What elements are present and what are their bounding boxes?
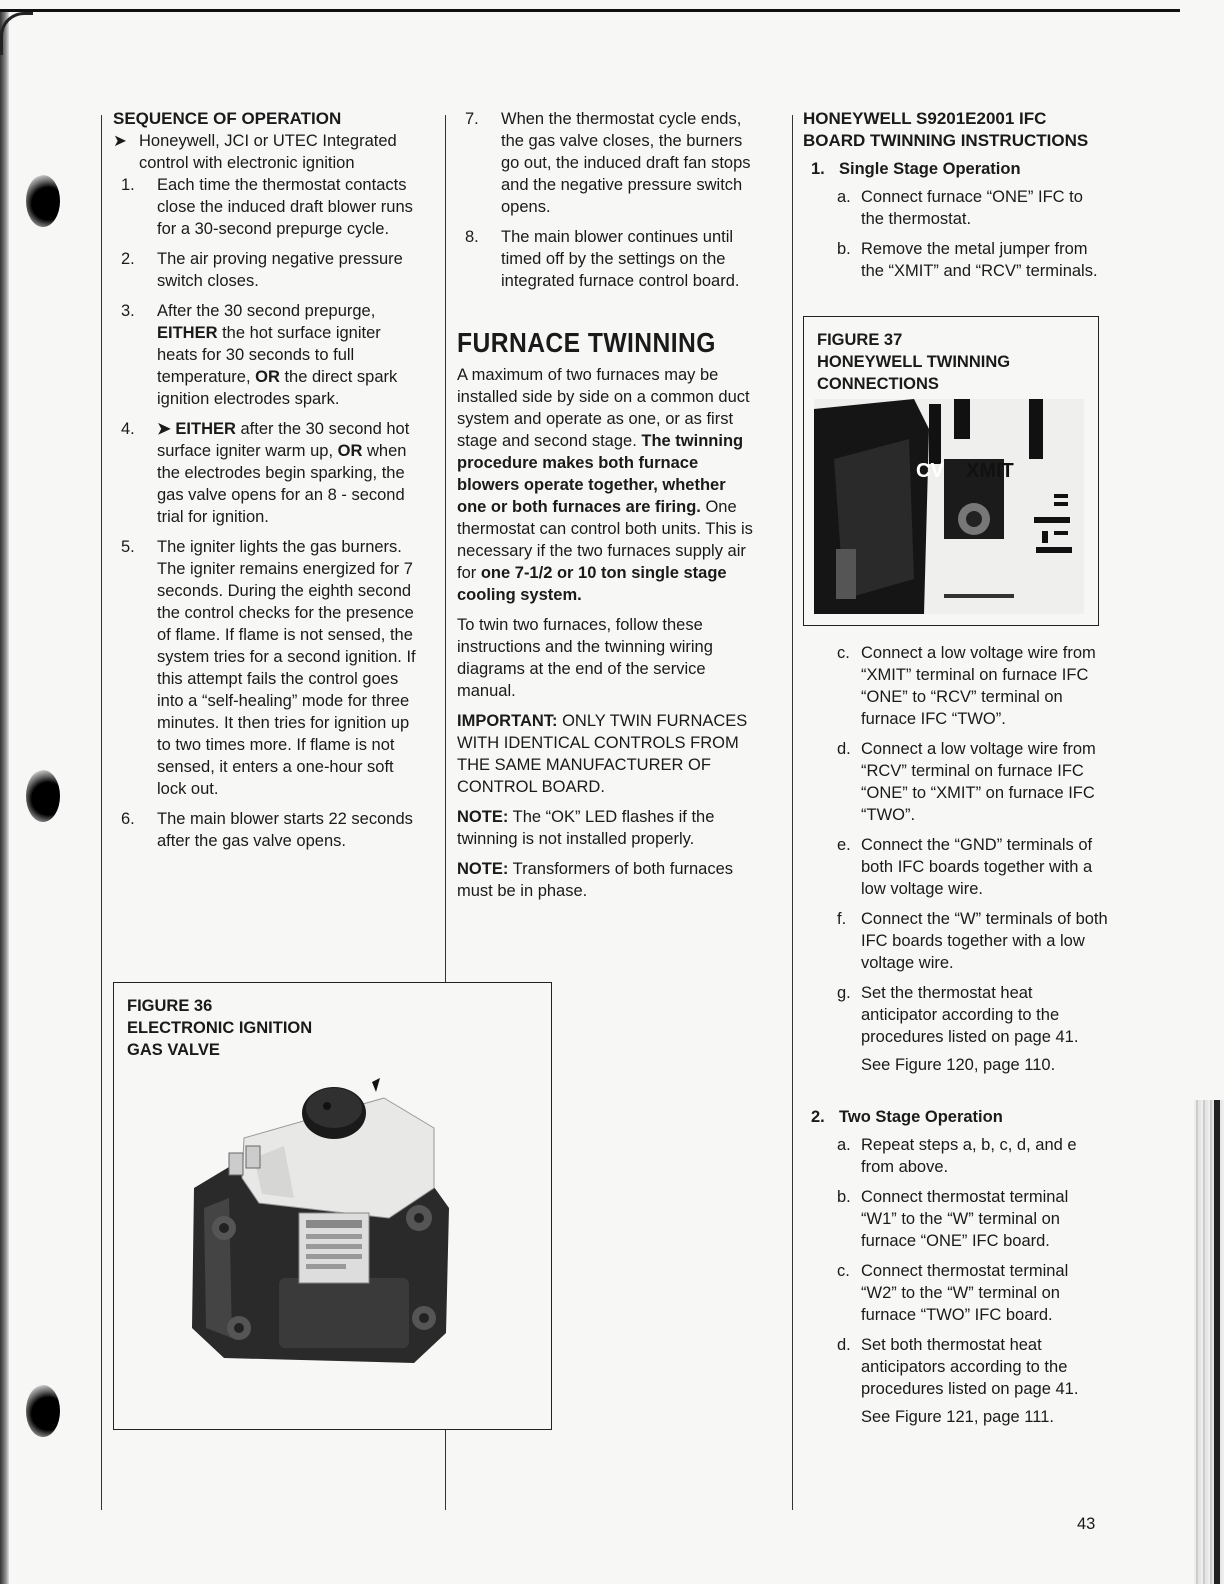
honeywell-column: [803, 108, 1108, 290]
single-stage-steps-bottom: [803, 642, 1108, 1048]
list-item: a. Repeat steps a, b, c, d, and e from above.: [837, 1136, 1077, 1176]
transformer-note: NOTE: Transformers of both furnaces must be in phase.: [457, 860, 734, 900]
sequence-heading: SEQUENCE OF OPERATION: [113, 109, 342, 128]
bullet-text: Honeywell, JCI or UTEC Integrated control with electronic ignition: [139, 132, 397, 172]
figure-37-box: [803, 316, 1099, 626]
page-stack-edge: [1194, 1100, 1224, 1584]
twinning-instructions-paragraph: To twin two furnaces, follow these instructions and the twinning wiring diagrams at the end of the service manual.: [457, 616, 713, 700]
binding-edge: [0, 12, 9, 1584]
list-item: 3. After the 30 second prepurge, EITHER the hot surface igniter heats for 30 seconds to full temperature, OR the direct spark ignition electrodes spark.: [121, 302, 398, 408]
binder-hole-bottom: [26, 1385, 60, 1437]
top-border-line: [0, 9, 1180, 12]
list-item: d. Set both thermostat heat anticipators according to the procedures listed on page 41.: [837, 1336, 1079, 1398]
binder-hole-middle: [26, 770, 60, 822]
column-rule-right: [792, 115, 793, 1510]
list-item: d. Connect a low voltage wire from “RCV” terminal on furnace IFC “ONE” to “XMIT” on furnace IFC “TWO”.: [837, 740, 1096, 824]
cv-terminal-label: CV: [916, 460, 944, 482]
see-figure-121: See Figure 121, page 111.: [861, 1408, 1054, 1426]
led-note: NOTE: The “OK” LED flashes if the twinning is not installed properly.: [457, 808, 715, 848]
list-item: f. Connect the “W” terminals of both IFC boards together with a low voltage wire.: [837, 910, 1108, 972]
list-item: 8. The main blower continues until timed off by the settings on the integrated furnace control board.: [465, 228, 740, 290]
binder-hole-top: [26, 175, 60, 227]
two-stage-steps: [803, 1134, 1108, 1400]
sequence-steps-continued: [465, 108, 757, 292]
two-stage-heading: 2. Two Stage Operation: [811, 1108, 1003, 1126]
page-number: 43: [1077, 1515, 1096, 1533]
figure-36-box: [113, 982, 552, 1430]
twinning-intro-paragraph: A maximum of two furnaces may be installed side by side on a common duct system and operate as one, or as first stage and second stage. The twinning procedure makes both furnace blowers operate together, whether one or both furnaces are firing. One thermostat can control both units. This is necessary if the two furnaces supply air for one 7-1/2 or 10 ton single stage cooling system.: [457, 366, 753, 604]
sequence-column: [113, 108, 418, 860]
arrow-bullet-icon: ➤: [113, 132, 127, 150]
list-item: a. Connect furnace “ONE” IFC to the thermostat.: [837, 188, 1083, 228]
figure-36-caption: FIGURE 36 ELECTRONIC IGNITION GAS VALVE: [127, 997, 313, 1059]
furnace-twinning-title: FURNACE TWINNING: [457, 327, 716, 358]
sequence-bullet: [113, 130, 418, 174]
single-stage-heading: 1. Single Stage Operation: [811, 160, 1021, 178]
list-item: c. Connect a low voltage wire from “XMIT” terminal on furnace IFC “ONE” to “RCV” terminal on furnace IFC “TWO”.: [837, 644, 1096, 728]
xmit-terminal-label: XMIT: [966, 460, 1014, 482]
list-item: 1. Each time the thermostat contacts close the induced draft blower runs for a 30-second prepurge cycle.: [121, 176, 413, 238]
list-item: g. Set the thermostat heat anticipator according to the procedures listed on page 41.: [837, 984, 1079, 1046]
honeywell-heading: HONEYWELL S9201E2001 IFC BOARD TWINNING INSTRUCTIONS: [803, 109, 1089, 150]
list-item: b. Remove the metal jumper from the “XMIT” and “RCV” terminals.: [837, 240, 1098, 280]
twinning-column: [457, 108, 757, 910]
ifc-board-photo: [814, 399, 1084, 614]
list-item: 5. The igniter lights the gas burners. The igniter remains energized for 7 seconds. During the eighth second the control checks for the presence of flame. If flame is not sensed, the system tries for a second ignition. If this attempt fails the control goes into a “self-healing” mode for three minutes. It then tries for ignition up to two times more. If flame is not sensed, it enters a one-hour soft lock out.: [121, 538, 416, 798]
list-item: e. Connect the “GND” terminals of both IFC boards together with a low voltage wire.: [837, 836, 1093, 898]
list-item: c. Connect thermostat terminal “W2” to the “W” terminal on furnace “TWO” IFC board.: [837, 1262, 1069, 1324]
list-item: 2. The air proving negative pressure switch closes.: [121, 250, 403, 290]
list-item: 7. When the thermostat cycle ends, the gas valve closes, the burners go out, the induced draft fan stops and the negative pressure switch opens.: [465, 110, 751, 216]
figure-37-caption: FIGURE 37 HONEYWELL TWINNING CONNECTIONS: [817, 331, 1011, 393]
gas-valve-photo: [184, 1078, 464, 1368]
column-rule-left: [101, 115, 102, 1510]
see-figure-120: See Figure 120, page 110.: [861, 1056, 1056, 1074]
list-item: b. Connect thermostat terminal “W1” to the “W” terminal on furnace “ONE” IFC board.: [837, 1188, 1069, 1250]
list-item: 4. ➤ EITHER after the 30 second hot surface igniter warm up, OR when the electrodes begin sparking, the gas valve opens for an 8 - second trial for ignition.: [121, 420, 410, 526]
sequence-steps-list: [121, 174, 418, 852]
list-item: 6. The main blower starts 22 seconds after the gas valve opens.: [121, 810, 413, 850]
important-note: IMPORTANT: ONLY TWIN FURNACES WITH IDENTICAL CONTROLS FROM THE SAME MANUFACTURER OF CONTROL BOARD.: [457, 712, 748, 796]
honeywell-column-continued: [803, 642, 1108, 1428]
single-stage-steps-top: [803, 186, 1108, 282]
